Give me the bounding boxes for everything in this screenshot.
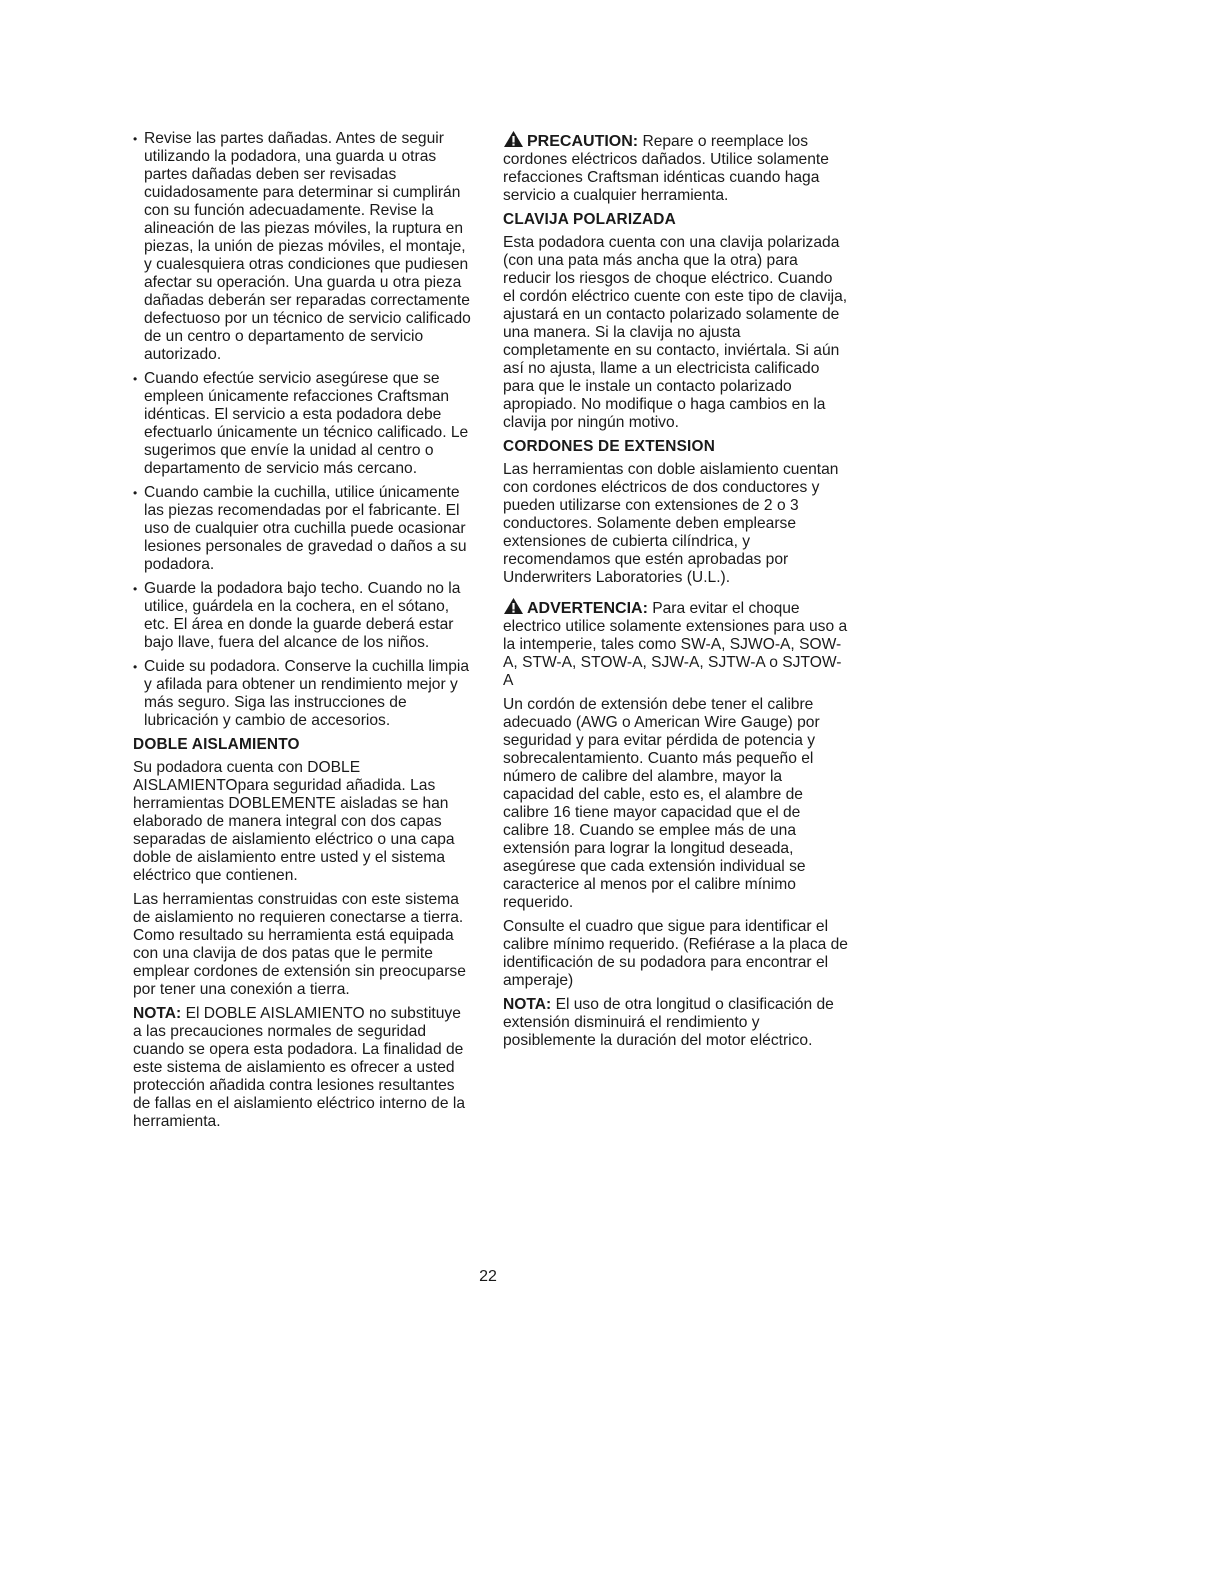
nota-label: NOTA: [133, 1005, 182, 1022]
precaution-paragraph [503, 130, 848, 205]
bullet-cuide: • Cuide su podadora. Conserve la cuchilla limpia y afilada para obtener un rendimiento mejor y más seguro. Siga las instrucciones de lubricación y cambio de accesorios. [133, 658, 471, 730]
precaution-text: Repare o reemplace los cordones eléctricos dañados. Utilice solamente refacciones Craftsman idénticas cuando haga servicio a cualquier herramienta. [503, 133, 829, 204]
warning-triangle-icon [503, 130, 524, 148]
advertencia-text: Para evitar el choque electrico utilice solamente extensiones para uso a la intemperie, tales como SW-A, SJWO-A, SOW-A, STW-A, STOW-A, SJW-A, SJTW-A o SJTOW-A [503, 600, 848, 689]
right-column [503, 130, 848, 1056]
heading-cordones-extension: CORDONES DE EXTENSION [503, 438, 716, 455]
left-column [133, 130, 471, 1137]
bullet-revise-partes: • Revise las partes dañadas. Antes de seguir utilizando la podadora, una guarda u otras partes dañadas deben ser revisadas cuidadosamente para determinar si cumplirán con su función adecuadamente. Revise la alineación de las piezas móviles, la ruptura en piezas, la unión de piezas móviles, el montaje, y cualesquiera otras condiciones que pudiesen afectar su operación. Una guarda u otra pieza dañadas deberán ser reparadas correctamente defectuoso por un técnico de servicio calificado de un centro o departamento de servicio autorizado. [133, 130, 471, 364]
safety-bullet-list [133, 130, 471, 730]
heading-clavija-polarizada: CLAVIJA POLARIZADA [503, 211, 676, 228]
nota-label: NOTA: [503, 996, 552, 1013]
bullet-guarde: • Guarde la podadora bajo techo. Cuando no la utilice, guárdela en la cochera, en el sótano, etc. El área en donde la guarde deberá estar bajo llave, fuera del alcance de los niños. [133, 580, 471, 652]
consulte-paragraph: Consulte el cuadro que sigue para identificar el calibre mínimo requerido. (Refiérase a la placa de identificación de su podadora para encontrar el amperaje) [503, 918, 848, 989]
heading-doble-aislamiento: DOBLE AISLAMIENTO [133, 736, 300, 753]
nota-doble-paragraph [133, 1005, 471, 1131]
doble-paragraph-2: Las herramientas construidas con este sistema de aislamiento no requieren conectarse a tierra. Como resultado su herramienta está equipada con una clavija de dos patas que le permite emplear cordones de extensión sin preocuparse por tener una conexión a tierra. [133, 891, 466, 998]
advertencia-label: ADVERTENCIA: [527, 600, 648, 617]
warning-triangle-icon [503, 597, 524, 615]
cordones-paragraph: Las herramientas con doble aislamiento cuentan con cordones eléctricos de dos conductores y pueden utilizarse con extensiones de 2 o 3 conductores. Solamente deben emplearse extensiones de cubierta cilíndrica, y recomendamos que estén aprobadas por Underwriters Laboratories (U.L.). [503, 461, 839, 586]
page-number: 22 [479, 1268, 497, 1285]
clavija-paragraph: Esta podadora cuenta con una clavija polarizada (con una pata más ancha que la otra) para reducir los riesgos de choque eléctrico. Cuando el cordón eléctrico cuente con este tipo de clavija, ajustará en un contacto polarizado solamente de una manera. Si la clavija no ajusta completamente en su contacto, inviértala. Si aún así no ajusta, llame a un electricista calificado para que le instale un contacto polarizado apropiado. No modifique o haga cambios en la clavija por ningún motivo. [503, 234, 848, 431]
bullet-cuchilla: • Cuando cambie la cuchilla, utilice únicamente las piezas recomendadas por el fabricante. El uso de cualquier otra cuchilla puede ocasionar lesiones personales de gravedad o daños a su podadora. [133, 484, 471, 574]
precaution-label: PRECAUTION: [527, 133, 639, 150]
nota-extension-paragraph [503, 996, 848, 1050]
nota-text: El uso de otra longitud o clasificación de extensión disminuirá el rendimiento y posiblemente la duración del motor eléctrico. [503, 996, 834, 1049]
nota-text: El DOBLE AISLAMIENTO no substituye a las precauciones normales de seguridad cuando se opera esta podadora. La finalidad de este sistema de aislamiento es ofrecer a usted protección añadida contra lesiones resultantes de fallas en el aislamiento eléctrico interno de la herramienta. [133, 1005, 465, 1130]
advertencia-paragraph [503, 597, 848, 690]
cordon-calibre-paragraph: Un cordón de extensión debe tener el calibre adecuado (AWG o American Wire Gauge) por seguridad y para evitar pérdida de potencia y sobrecalentamiento. Cuanto más pequeño el número de calibre del alambre, mayor la capacidad del cable, esto es, el alambre de calibre 16 tiene mayor capacidad que el de calibre 18. Cuando se emplee más de una extensión para lograr la longitud deseada, asegúrese que cada extensión individual se caracterice al menos por el calibre mínimo requerido. [503, 696, 820, 911]
doble-paragraph-1: Su podadora cuenta con DOBLE AISLAMIENTOpara seguridad añadida. Las herramientas DOBLEMENTE aisladas se han elaborado de manera integral con dos capas separadas de aislamiento eléctrico o una capa doble de aislamiento entre usted y el sistema eléctrico que contienen. [133, 759, 455, 884]
bullet-servicio: • Cuando efectúe servicio asegúrese que se empleen únicamente refacciones Craftsman idénticas. El servicio a esta podadora debe efectuarlo únicamente un técnico calificado. Le sugerimos que envíe la unidad al centro o departamento de servicio más cercano. [133, 370, 471, 478]
